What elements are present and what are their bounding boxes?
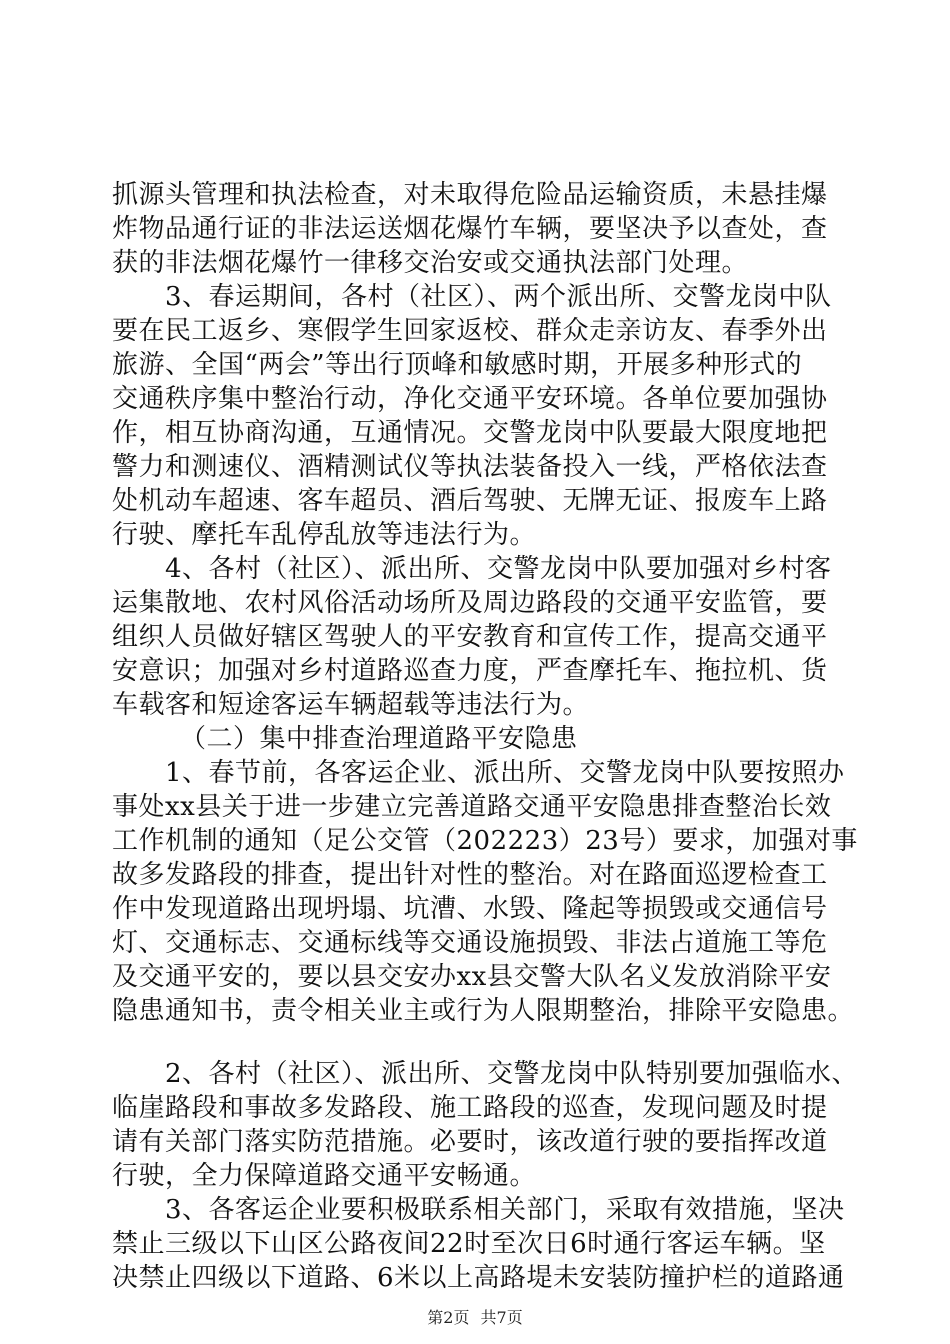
text-line-1: 抓源头管理和执法检查，对未取得危险品运输资质，未悬挂爆: [112, 180, 828, 210]
text-line-24: 及交通平安的，要以县交安办xx县交警大队名义发放消除平安: [112, 962, 832, 992]
text-line-8: 作，相互协商沟通，互通情况。交警龙岗中队要最大限度地把: [112, 418, 828, 448]
text-line-31: 禁止三级以下山区公路夜间22时至次日6时通行客运车辆。坚: [112, 1229, 826, 1259]
text-line-19: 事处xx县关于进一步建立完善道路交通平安隐患排查整治长效: [112, 792, 832, 822]
text-line-14: 组织人员做好辖区驾驶人的平安教育和宣传工作，提高交通平: [112, 622, 828, 652]
text-line-3: 获的非法烟花爆竹一律移交治安或交通执法部门处理。: [112, 248, 749, 278]
text-line-29: 行驶，全力保障道路交通平安畅通。: [112, 1161, 537, 1191]
text-line-20: 工作机制的通知（足公交管（202223）23号）要求，加强对事: [112, 826, 858, 856]
text-line-32: 决禁止四级以下道路、6米以上高路堤未安装防撞护栏的道路通: [112, 1263, 845, 1293]
section-heading: （二）集中排查治理道路平安隐患: [180, 724, 578, 754]
text-line-22: 作中发现道路出现坍塌、坑漕、水毁、隆起等损毁或交通信号: [112, 894, 828, 924]
page-footer: [0, 1308, 950, 1328]
page-total: 共7页: [480, 1308, 523, 1327]
text-line-25: 隐患通知书，责令相关业主或行为人限期整治，排除平安隐患。: [112, 996, 855, 1026]
text-line-18: 1、春节前，各客运企业、派出所、交警龙岗中队要按照办: [165, 758, 845, 788]
page-number: 第2页: [427, 1308, 470, 1327]
text-line-13: 运集散地、农村风俗活动场所及周边路段的交通平安监管，要: [112, 588, 828, 618]
text-line-4: 3、春运期间，各村（社区）、两个派出所、交警龙岗中队: [165, 282, 832, 312]
text-line-5: 要在民工返乡、寒假学生回家返校、群众走亲访友、春季外出: [112, 316, 828, 346]
text-line-9: 警力和测速仪、酒精测试仪等执法装备投入一线，严格依法查: [112, 452, 828, 482]
text-line-23: 灯、交通标志、交通标线等交通设施损毁、非法占道施工等危: [112, 928, 828, 958]
text-line-2: 炸物品通行证的非法运送烟花爆竹车辆，要坚决予以查处，查: [112, 214, 828, 244]
text-line-28: 请有关部门落实防范措施。必要时，该改道行驶的要指挥改道: [112, 1127, 828, 1157]
text-line-27: 临崖路段和事故多发路段、施工路段的巡查，发现问题及时提: [112, 1093, 828, 1123]
text-line-15: 安意识；加强对乡村道路巡查力度，严查摩托车、拖拉机、货: [112, 656, 828, 686]
text-line-16: 车载客和短途客运车辆超载等违法行为。: [112, 690, 590, 720]
text-line-26: 2、各村（社区）、派出所、交警龙岗中队特别要加强临水、: [165, 1059, 859, 1089]
text-line-7: 交通秩序集中整治行动，净化交通平安环境。各单位要加强协: [112, 384, 828, 414]
text-line-30: 3、各客运企业要积极联系相关部门，采取有效措施，坚决: [165, 1195, 845, 1225]
text-line-21: 故多发路段的排查，提出针对性的整治。对在路面巡逻检查工: [112, 860, 828, 890]
text-line-12: 4、各村（社区）、派出所、交警龙岗中队要加强对乡村客: [165, 554, 832, 584]
text-line-6: 旅游、全国“两会”等出行顶峰和敏感时期，开展多种形式的: [112, 350, 803, 380]
text-line-10: 处机动车超速、客车超员、酒后驾驶、无牌无证、报废车上路: [112, 486, 828, 516]
text-line-11: 行驶、摩托车乱停乱放等违法行为。: [112, 520, 537, 550]
